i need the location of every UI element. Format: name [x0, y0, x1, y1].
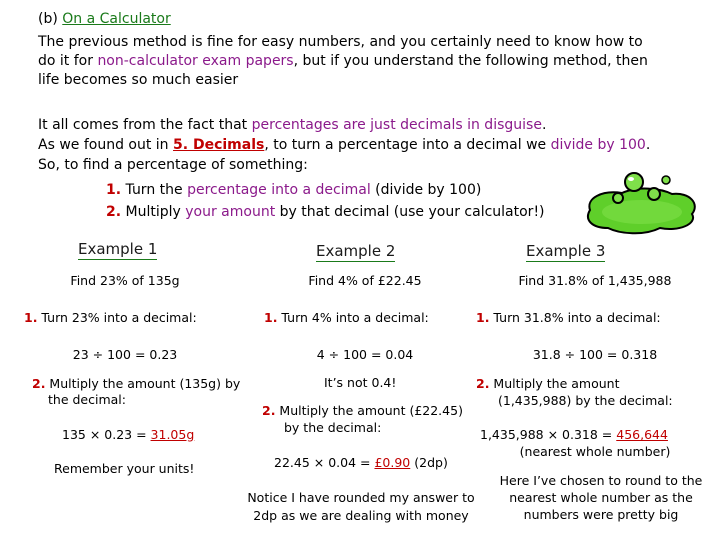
example-1-step-2: 2. Multiply the amount (135g) by — [32, 376, 241, 391]
example-3-step-2b: (1,435,988) by the decimal: — [498, 393, 673, 408]
example-2-title: Example 2 — [316, 242, 396, 260]
example-2-answer: £0.90 — [374, 455, 411, 470]
example-3-note-2: nearest whole number as the — [509, 490, 693, 505]
example-2-step-2b: by the decimal: — [284, 420, 382, 435]
method-line-1: It all comes from the fact that percentages are just decimals in disguise. — [38, 117, 547, 133]
example-2-calc-2: 22.45 × 0.04 = £0.90 (2dp) — [274, 455, 448, 470]
example-3-calc-1: 31.8 ÷ 100 = 0.318 — [532, 347, 658, 362]
example-3-task: Find 31.8% of 1,435,988 — [518, 273, 672, 288]
bubbling-potion-puddle-icon — [582, 160, 702, 240]
example-3-note-1: Here I’ve chosen to round to the — [499, 473, 703, 488]
decimals-link[interactable]: 5. Decimals — [173, 137, 265, 153]
example-3-step-1: 1. Turn 31.8% into a decimal: — [476, 310, 661, 325]
example-1-calc-2: 135 × 0.23 = 31.05g — [62, 427, 195, 442]
example-3-note-3: numbers were pretty big — [523, 507, 679, 522]
example-2-step-2: 2. Multiply the amount (£22.45) — [262, 403, 463, 418]
example-2-note-1: Notice I have rounded my answer to — [247, 490, 475, 505]
example-3-calc-2: 1,435,988 × 0.318 = 456,644 — [480, 427, 668, 442]
example-2-note-2: 2dp as we are dealing with money — [253, 508, 469, 523]
section-title-link[interactable]: On a Calculator — [62, 11, 171, 27]
method-line-2: As we found out in 5. Decimals, to turn a percentage into a decimal we divide by 100. — [38, 137, 651, 153]
example-3-rounding: (nearest whole number) — [519, 444, 671, 459]
example-1-title: Example 1 — [78, 240, 158, 258]
example-2-step-1: 1. Turn 4% into a decimal: — [264, 310, 429, 325]
example-3-step-2: 2. Multiply the amount — [476, 376, 620, 391]
method-line-3: So, to find a percentage of something: — [38, 157, 308, 173]
example-1-note: Remember your units! — [54, 461, 195, 476]
intro-line-1: The previous method is fine for easy numbers, and you certainly need to know how to — [38, 34, 643, 50]
intro-line-2: do it for non-calculator exam papers, but if you understand the following method, then — [38, 53, 648, 69]
method-step-2: 2. Multiply your amount by that decimal (use your calculator!) — [106, 204, 545, 220]
example-2-warning: It’s not 0.4! — [324, 375, 397, 390]
example-1-step-2b: the decimal: — [48, 392, 126, 407]
example-2-calc-1: 4 ÷ 100 = 0.04 — [316, 347, 414, 362]
example-1-step-1: 1. Turn 23% into a decimal: — [24, 310, 197, 325]
example-2-task: Find 4% of £22.45 — [308, 273, 422, 288]
example-3-title: Example 3 — [526, 242, 606, 260]
section-heading: (b) On a Calculator — [38, 11, 171, 27]
example-1-answer: 31.05g — [150, 427, 195, 442]
example-1-task: Find 23% of 135g — [70, 273, 180, 288]
intro-line-3: life becomes so much easier — [38, 72, 239, 88]
method-step-1: 1. Turn the percentage into a decimal (divide by 100) — [106, 182, 482, 198]
example-3-answer: 456,644 — [616, 427, 668, 442]
example-1-calc-1: 23 ÷ 100 = 0.23 — [72, 347, 178, 362]
